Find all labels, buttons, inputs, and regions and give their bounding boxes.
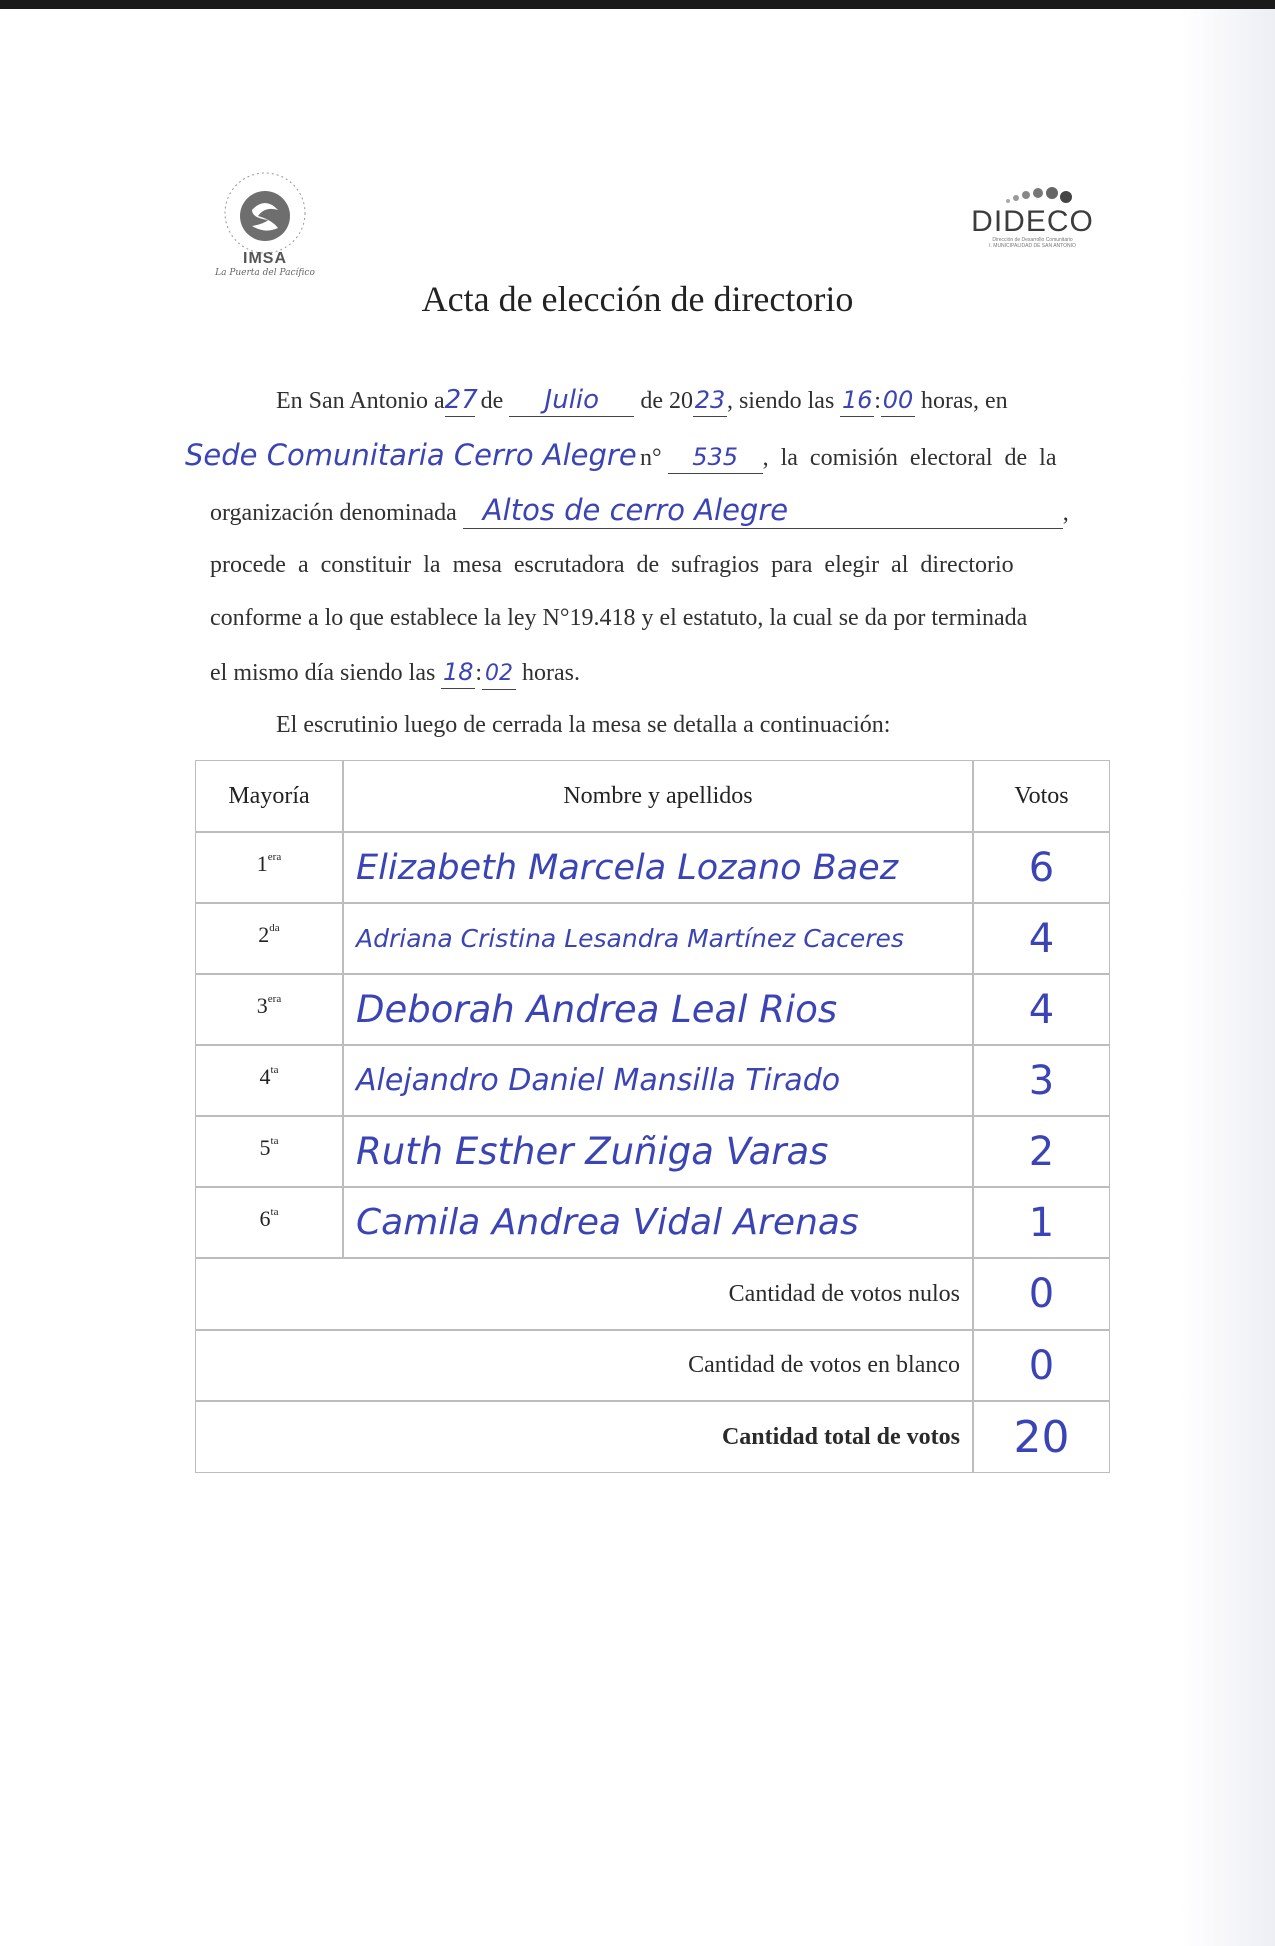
row-3-ordinal-number: 3 xyxy=(256,993,268,1018)
horas-end-text: horas. xyxy=(521,660,580,686)
line-4-text: procede a constituir la mesa escrutadora de sufragios para elegir al directorio xyxy=(210,552,1014,578)
de-text-2: de 20 xyxy=(640,388,693,414)
header-votos: Votos xyxy=(973,760,1110,832)
start-min-value: 00 xyxy=(882,386,914,414)
dideco-logo-text: DIDECO xyxy=(971,205,1094,238)
row-3-ordinal-suffix: era xyxy=(267,993,282,1005)
imsa-logo-motto: La Puerta del Pacífico xyxy=(215,268,315,278)
row-5-ordinal xyxy=(195,1116,343,1187)
row-2-votes: 4 xyxy=(973,903,1110,974)
imsa-logo-text: IMSA xyxy=(243,250,287,267)
results-table xyxy=(195,760,1110,1473)
nulos-label: Cantidad de votos nulos xyxy=(195,1258,973,1330)
dideco-logo-subtitle-1: Dirección de Desarrollo Comunitario xyxy=(992,237,1073,243)
row-2-ordinal-suffix: da xyxy=(269,922,280,934)
document-title: Acta de elección de directorio xyxy=(421,279,854,319)
row-4-votes: 3 xyxy=(973,1045,1110,1116)
imsa-logo xyxy=(205,170,325,280)
colon-1: : xyxy=(874,388,881,414)
comision-text: , la comisión electoral de la xyxy=(762,445,1057,471)
scrutiny-intro-text: El escrutinio luego de cerrada la mesa se detalla a continuación: xyxy=(276,712,891,738)
location-field xyxy=(185,440,640,473)
row-2-name: Adriana Cristina Lesandra Martínez Caceres xyxy=(343,903,973,974)
act-line-3 xyxy=(210,495,1069,535)
line-6-prefix: el mismo día siendo las xyxy=(210,660,436,686)
row-1-name: Elizabeth Marcela Lozano Baez xyxy=(343,832,973,903)
row-1-ordinal xyxy=(195,832,343,903)
scrutiny-intro xyxy=(276,710,1161,740)
total-value: 20 xyxy=(973,1401,1110,1473)
row-5-name: Ruth Esther Zuñiga Varas xyxy=(343,1116,973,1187)
start-hour-field xyxy=(840,385,874,417)
act-line-6 xyxy=(210,657,580,697)
act-paragraph xyxy=(185,385,1095,705)
act-line-5 xyxy=(210,603,1095,643)
start-min-field xyxy=(881,385,915,417)
end-min-value: 02 xyxy=(484,661,513,686)
number-value: 535 xyxy=(692,443,739,471)
row-5-ordinal-number: 5 xyxy=(259,1135,271,1160)
row-6-ordinal xyxy=(195,1187,343,1258)
year-field xyxy=(693,385,727,417)
row-2-ordinal xyxy=(195,903,343,974)
comma-text: , xyxy=(1062,500,1069,526)
row-6-votes: 1 xyxy=(973,1187,1110,1258)
row-5-ordinal-suffix: ta xyxy=(270,1135,279,1147)
day-field xyxy=(444,385,478,417)
row-1-ordinal-number: 1 xyxy=(256,851,268,876)
row-6-name: Camila Andrea Vidal Arenas xyxy=(343,1187,973,1258)
siendo-las-text: , siendo las xyxy=(726,388,835,414)
scan-top-edge xyxy=(0,0,1275,9)
org-name-value: Altos de cerro Alegre xyxy=(482,493,789,527)
row-3-name: Deborah Andrea Leal Rios xyxy=(343,974,973,1045)
row-3-votes: 4 xyxy=(973,974,1110,1045)
header-mayoria: Mayoría xyxy=(195,760,343,832)
row-1-ordinal-suffix: era xyxy=(267,851,282,863)
row-1-votes: 6 xyxy=(973,832,1110,903)
end-min-field xyxy=(482,658,516,690)
row-6-ordinal-suffix: ta xyxy=(270,1206,279,1218)
act-line-1 xyxy=(276,385,1008,425)
org-prefix: organización denominada xyxy=(210,500,457,526)
header-nombre: Nombre y apellidos xyxy=(343,760,973,832)
row-5-votes: 2 xyxy=(973,1116,1110,1187)
de-text-1: de xyxy=(480,388,504,414)
end-hour-field xyxy=(441,657,475,689)
total-label: Cantidad total de votos xyxy=(195,1401,973,1473)
municipal-seal-icon xyxy=(222,170,308,256)
start-hour-value: 16 xyxy=(842,386,873,414)
row-3-ordinal xyxy=(195,974,343,1045)
row-4-ordinal-number: 4 xyxy=(259,1064,271,1089)
row-4-name: Alejandro Daniel Mansilla Tirado xyxy=(343,1045,973,1116)
horas-en-text: horas, en xyxy=(920,388,1008,414)
line-5-text: conforme a lo que establece la ley N°19.418 y el estatuto, la cual se da por terminada xyxy=(210,605,1028,631)
year-value: 23 xyxy=(694,386,726,414)
org-name-field xyxy=(463,495,1063,529)
nulos-value: 0 xyxy=(973,1258,1110,1330)
act-line-2 xyxy=(185,440,1095,480)
number-prefix: n° xyxy=(640,445,662,471)
act-line-4 xyxy=(210,550,1095,590)
month-field xyxy=(509,385,634,417)
location-value: Sede Comunitaria Cerro Alegre xyxy=(185,438,637,472)
dideco-logo-subtitle-2: I. MUNICIPALIDAD DE SAN ANTONIO xyxy=(989,243,1076,249)
row-6-ordinal-number: 6 xyxy=(259,1206,271,1231)
end-hour-value: 18 xyxy=(443,658,474,686)
blanco-label: Cantidad de votos en blanco xyxy=(195,1330,973,1401)
day-value: 27 xyxy=(444,385,478,415)
colon-2: : xyxy=(475,660,482,686)
row-4-ordinal-suffix: ta xyxy=(270,1064,279,1076)
dideco-logo xyxy=(970,185,1095,265)
row-4-ordinal xyxy=(195,1045,343,1116)
blanco-value: 0 xyxy=(973,1330,1110,1401)
number-field xyxy=(668,442,763,474)
city-prefix: En San Antonio a xyxy=(276,388,445,414)
month-value: Julio xyxy=(544,385,600,415)
row-2-ordinal-number: 2 xyxy=(258,922,270,947)
dideco-dots-icon xyxy=(970,185,1095,207)
